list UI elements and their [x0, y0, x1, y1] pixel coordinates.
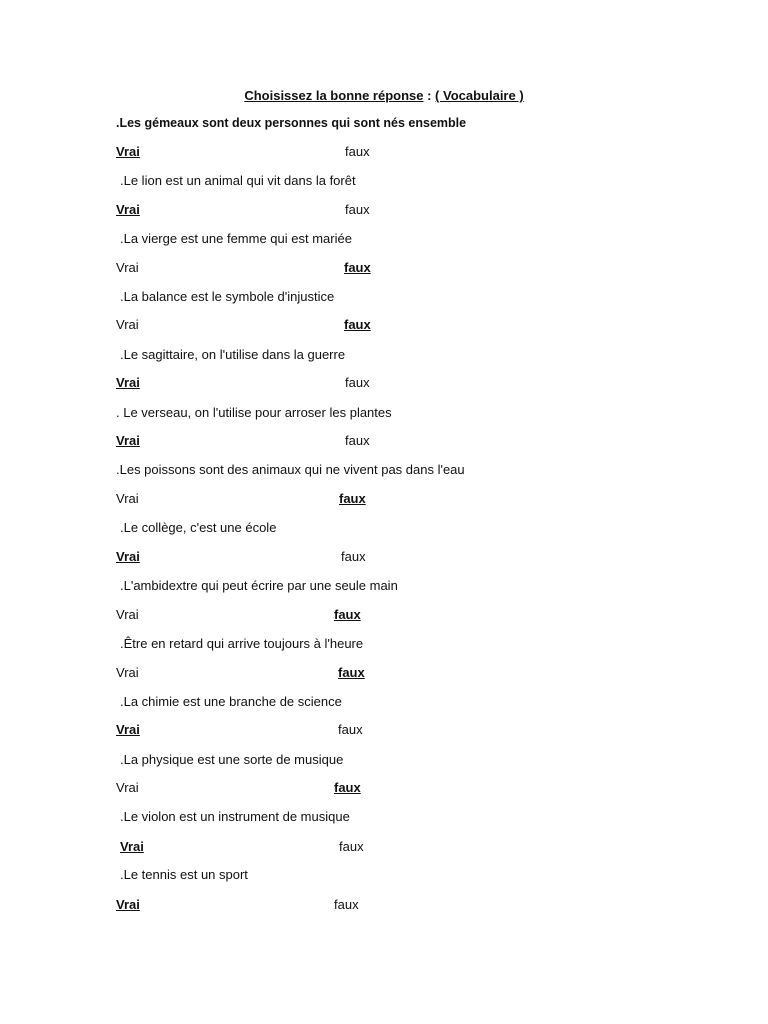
title-colon: :: [423, 88, 436, 103]
answer-vrai[interactable]: Vrai: [116, 607, 139, 622]
answer-faux[interactable]: faux: [338, 665, 365, 680]
answer-faux[interactable]: faux: [345, 433, 370, 448]
page-title: [0, 88, 768, 103]
answer-faux[interactable]: faux: [344, 317, 371, 332]
question-text: .Le violon est un instrument de musique: [120, 809, 350, 824]
question-text: .L'ambidextre qui peut écrire par une seule main: [120, 578, 398, 593]
answer-faux[interactable]: faux: [344, 260, 371, 275]
answer-vrai[interactable]: Vrai: [116, 491, 139, 506]
question-text: .Les poissons sont des animaux qui ne vivent pas dans l'eau: [116, 462, 465, 477]
answer-faux[interactable]: faux: [345, 144, 370, 159]
answer-faux[interactable]: faux: [339, 839, 364, 854]
question-text: .Le collège, c'est une école: [120, 520, 277, 535]
answer-faux[interactable]: faux: [345, 375, 370, 390]
answer-vrai[interactable]: Vrai: [116, 375, 140, 390]
answer-vrai[interactable]: Vrai: [116, 780, 139, 795]
answer-faux[interactable]: faux: [334, 897, 359, 912]
question-text: .La balance est le symbole d'injustice: [120, 289, 335, 304]
answer-vrai[interactable]: Vrai: [116, 722, 140, 737]
answer-vrai[interactable]: Vrai: [116, 897, 140, 912]
question-text: .Les gémeaux sont deux personnes qui sont nés ensemble: [116, 116, 467, 130]
answer-faux[interactable]: faux: [341, 549, 366, 564]
answer-faux[interactable]: faux: [334, 780, 361, 795]
answer-faux[interactable]: faux: [339, 491, 366, 506]
answer-vrai[interactable]: Vrai: [116, 260, 139, 275]
answer-vrai[interactable]: Vrai: [116, 549, 140, 564]
answer-faux[interactable]: faux: [334, 607, 361, 622]
answer-vrai[interactable]: Vrai: [116, 665, 139, 680]
answer-faux[interactable]: faux: [338, 722, 363, 737]
title-main: Choisissez la bonne réponse: [244, 88, 424, 103]
question-text: .La chimie est une branche de science: [120, 694, 342, 709]
answer-vrai[interactable]: Vrai: [116, 317, 139, 332]
title-sub: ( Vocabulaire ): [435, 88, 524, 103]
question-text: .La vierge est une femme qui est mariée: [120, 231, 352, 246]
question-text: .Le tennis est un sport: [120, 867, 248, 882]
answer-faux[interactable]: faux: [345, 202, 370, 217]
answer-vrai[interactable]: Vrai: [116, 144, 140, 159]
question-text: . Le verseau, on l'utilise pour arroser les plantes: [116, 405, 392, 420]
question-text: .Être en retard qui arrive toujours à l'heure: [120, 636, 364, 651]
answer-vrai[interactable]: Vrai: [116, 202, 140, 217]
answer-vrai[interactable]: Vrai: [120, 839, 144, 854]
question-text: .La physique est une sorte de musique: [120, 752, 344, 767]
question-text: .Le lion est un animal qui vit dans la forêt: [120, 173, 356, 188]
answer-vrai[interactable]: Vrai: [116, 433, 140, 448]
question-text: .Le sagittaire, on l'utilise dans la guerre: [120, 347, 346, 362]
